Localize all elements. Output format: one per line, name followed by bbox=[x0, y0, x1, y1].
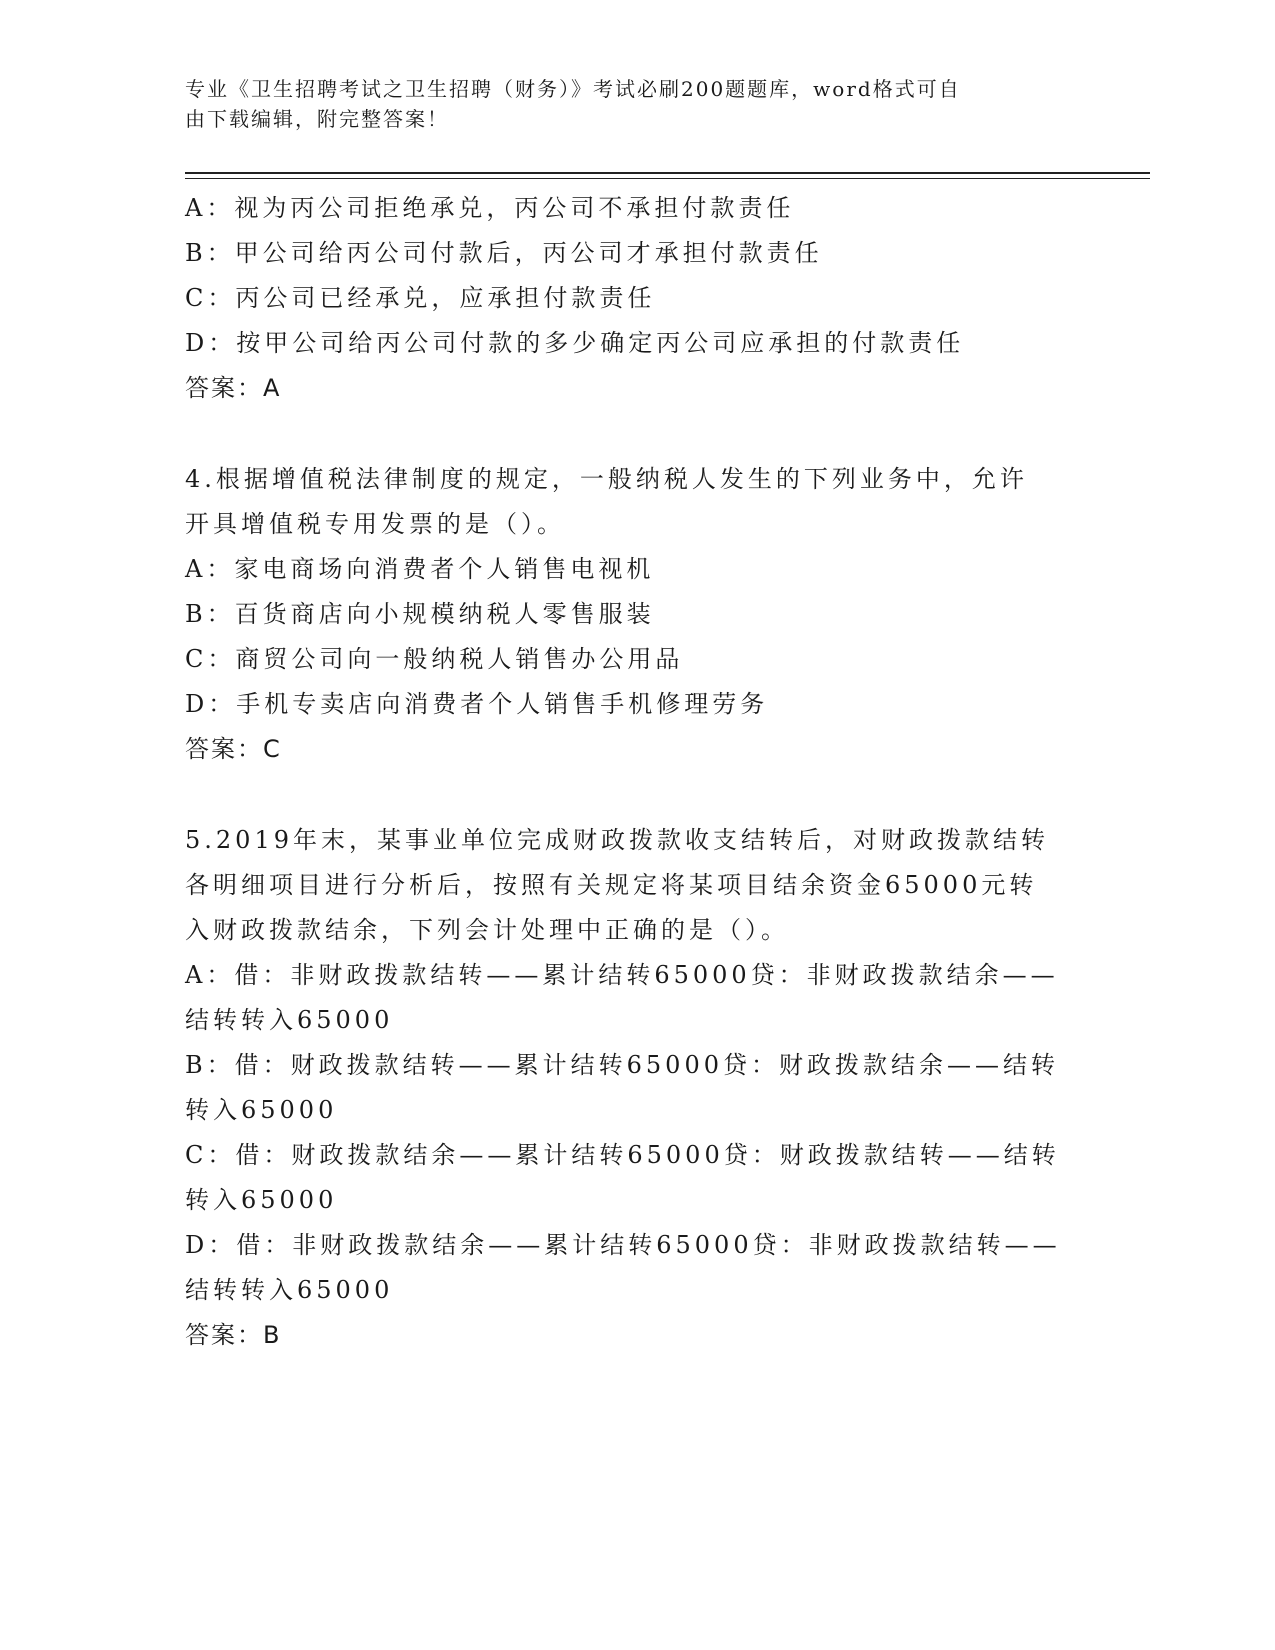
q3-option-a: A：视为丙公司拒绝承兑，丙公司不承担付款责任 bbox=[185, 194, 795, 222]
q5-option-b-line-1: B：借：财政拨款结转——累计结转65000贷：财政拨款结余——结转 bbox=[185, 1051, 1059, 1079]
q3-option-b: B：甲公司给丙公司付款后，丙公司才承担付款责任 bbox=[185, 239, 823, 267]
header-line-1: 专业《卫生招聘考试之卫生招聘（财务）》考试必刷200题题库，word格式可自 bbox=[185, 77, 961, 101]
q4-answer: 答案：C bbox=[185, 735, 282, 763]
question-5 bbox=[185, 818, 1070, 1358]
q5-option-c-line-1: C：借：财政拨款结余——累计结转65000贷：财政拨款结转——结转 bbox=[185, 1141, 1060, 1169]
q3-answer: 答案：A bbox=[185, 374, 282, 402]
header-line-2: 由下载编辑，附完整答案！ bbox=[185, 107, 449, 131]
q4-option-a: A：家电商场向消费者个人销售电视机 bbox=[185, 555, 655, 583]
q5-option-a-line-1: A：借：非财政拨款结转——累计结转65000贷：非财政拨款结余—— bbox=[185, 961, 1059, 989]
q3-option-d: D：按甲公司给丙公司付款的多少确定丙公司应承担的付款责任 bbox=[185, 329, 965, 357]
q5-answer: 答案：B bbox=[185, 1321, 282, 1349]
q4-stem-line-1: 4.根据增值税法律制度的规定，一般纳税人发生的下列业务中，允许 bbox=[185, 465, 1028, 493]
q5-option-d-line-2: 结转转入65000 bbox=[185, 1276, 394, 1304]
q4-option-d: D：手机专卖店向消费者个人销售手机修理劳务 bbox=[185, 690, 769, 718]
question-gap bbox=[185, 411, 1070, 457]
header-rule-thick bbox=[185, 172, 1150, 174]
q5-stem-line-2: 各明细项目进行分析后，按照有关规定将某项目结余资金65000元转 bbox=[185, 871, 1038, 899]
q4-option-b: B：百货商店向小规模纳税人零售服装 bbox=[185, 600, 655, 628]
q5-option-a-line-2: 结转转入65000 bbox=[185, 1006, 394, 1034]
q5-option-c-line-2: 转入65000 bbox=[185, 1186, 338, 1214]
document-header bbox=[185, 74, 1065, 134]
q5-option-b-line-2: 转入65000 bbox=[185, 1096, 338, 1124]
q3-option-c: C：丙公司已经承兑，应承担付款责任 bbox=[185, 284, 656, 312]
question-4 bbox=[185, 457, 1070, 772]
q5-stem-line-1: 5.2019年末，某事业单位完成财政拨款收支结转后，对财政拨款结转 bbox=[185, 826, 1049, 854]
question-content bbox=[185, 186, 1070, 1358]
q5-stem-line-3: 入财政拨款结余，下列会计处理中正确的是（）。 bbox=[185, 916, 789, 944]
header-rule-thin bbox=[185, 178, 1150, 179]
q4-stem-line-2: 开具增值税专用发票的是（）。 bbox=[185, 510, 565, 538]
question-gap bbox=[185, 772, 1070, 818]
q4-option-c: C：商贸公司向一般纳税人销售办公用品 bbox=[185, 645, 684, 673]
question-3 bbox=[185, 186, 1070, 411]
q5-option-d-line-1: D：借：非财政拨款结余——累计结转65000贷：非财政拨款结转—— bbox=[185, 1231, 1061, 1259]
